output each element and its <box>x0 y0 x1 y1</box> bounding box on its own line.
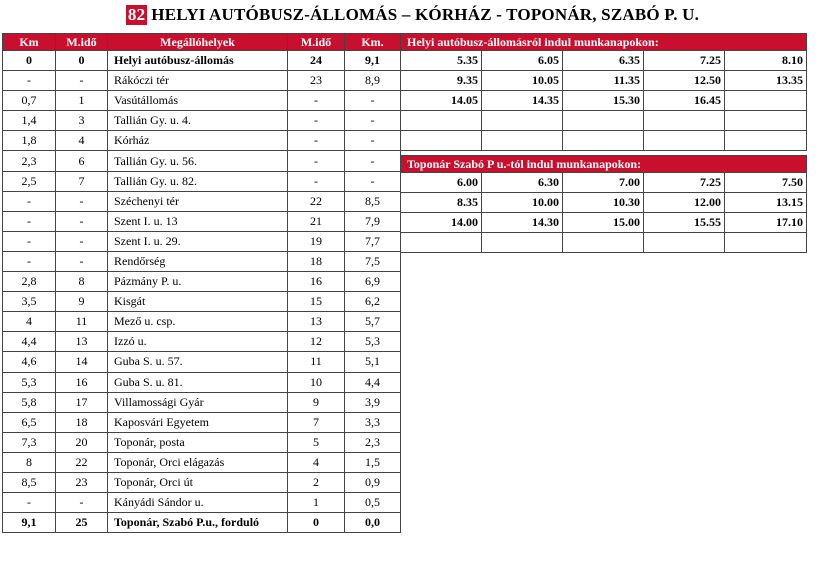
departure-time: 12.00 <box>644 193 725 213</box>
departure-time: 5.35 <box>401 51 482 71</box>
km-cell: 4,4 <box>3 332 56 352</box>
km-cell: 3,5 <box>3 292 56 312</box>
stop-name: Izzó u. <box>108 332 288 352</box>
time-cell: 11 <box>56 312 108 332</box>
km-cell: 5,8 <box>3 392 56 412</box>
stop-row <box>3 372 401 392</box>
stop-row <box>3 513 401 533</box>
km-back-cell: 6,2 <box>345 292 401 312</box>
time-back-cell: 4 <box>288 452 345 472</box>
time-back-cell: - <box>288 111 345 131</box>
departure-row <box>401 51 807 71</box>
departure-time: 16.45 <box>644 91 725 111</box>
km-cell: 2,3 <box>3 151 56 171</box>
km-back-cell: 8,5 <box>345 191 401 211</box>
departure-time: 9.35 <box>401 71 482 91</box>
km-cell: - <box>3 191 56 211</box>
km-back-cell: 3,3 <box>345 412 401 432</box>
km-back-cell: 3,9 <box>345 392 401 412</box>
stop-name: Kórház <box>108 131 288 151</box>
departure-time <box>563 233 644 253</box>
time-back-cell: 15 <box>288 292 345 312</box>
departure-time: 11.35 <box>563 71 644 91</box>
stop-row <box>3 171 401 191</box>
departure-time: 13.35 <box>725 71 807 91</box>
time-back-cell: 13 <box>288 312 345 332</box>
stop-name: Szent I. u. 13 <box>108 211 288 231</box>
departure-time: 7.50 <box>725 173 807 193</box>
time-cell: 23 <box>56 472 108 492</box>
stop-name: Tallián Gy. u. 56. <box>108 151 288 171</box>
departure-time <box>644 111 725 131</box>
departure-time: 10.00 <box>482 193 563 213</box>
col-travel-time-back: M.idő <box>288 34 345 51</box>
col-km-back: Km. <box>345 34 401 51</box>
departure-time: 8.35 <box>401 193 482 213</box>
stop-name: Kaposvári Egyetem <box>108 412 288 432</box>
time-back-cell: 0 <box>288 513 345 533</box>
time-back-cell: - <box>288 151 345 171</box>
departure-time <box>401 131 482 151</box>
km-cell: 0,7 <box>3 91 56 111</box>
stop-row <box>3 412 401 432</box>
time-back-cell: - <box>288 91 345 111</box>
time-cell: - <box>56 493 108 513</box>
km-cell: 4,6 <box>3 352 56 372</box>
stop-name: Rendőrség <box>108 251 288 271</box>
departure-row <box>401 131 807 151</box>
stops-header-row <box>3 34 401 51</box>
km-cell: - <box>3 251 56 271</box>
stop-row <box>3 211 401 231</box>
departure-row <box>401 111 807 131</box>
stop-row <box>3 191 401 211</box>
time-cell: 17 <box>56 392 108 412</box>
departure-time: 15.55 <box>644 213 725 233</box>
departure-time: 7.00 <box>563 173 644 193</box>
stop-row <box>3 392 401 412</box>
time-cell: 0 <box>56 51 108 71</box>
stop-name: Kányádi Sándor u. <box>108 493 288 513</box>
km-cell: - <box>3 493 56 513</box>
stop-row <box>3 151 401 171</box>
route-name: HELYI AUTÓBUSZ-ÁLLOMÁS – KÓRHÁZ - TOPONÁR, SZABÓ P. U. <box>151 5 700 24</box>
departure-row <box>401 193 807 213</box>
stop-name: Villamossági Gyár <box>108 392 288 412</box>
km-back-cell: 5,1 <box>345 352 401 372</box>
km-back-cell: 0,5 <box>345 493 401 513</box>
km-cell: 7,3 <box>3 432 56 452</box>
timetable-title <box>0 4 825 26</box>
stop-name: Helyi autóbusz-állomás <box>108 51 288 71</box>
km-back-cell: 0,0 <box>345 513 401 533</box>
km-cell: 2,8 <box>3 272 56 292</box>
departure-time <box>401 111 482 131</box>
km-cell: 0 <box>3 51 56 71</box>
time-cell: - <box>56 211 108 231</box>
departure-time <box>644 233 725 253</box>
stop-row <box>3 332 401 352</box>
stop-row <box>3 312 401 332</box>
km-cell: 2,5 <box>3 171 56 191</box>
departure-time <box>563 111 644 131</box>
km-back-cell: 8,9 <box>345 71 401 91</box>
km-cell: - <box>3 211 56 231</box>
departure-time: 10.30 <box>563 193 644 213</box>
stops-table <box>2 33 401 533</box>
departures-from-station-table <box>400 33 807 151</box>
time-cell: 14 <box>56 352 108 372</box>
time-back-cell: 22 <box>288 191 345 211</box>
time-cell: 9 <box>56 292 108 312</box>
time-cell: 6 <box>56 151 108 171</box>
time-cell: 8 <box>56 272 108 292</box>
stop-name: Pázmány P. u. <box>108 272 288 292</box>
stop-name: Tallián Gy. u. 82. <box>108 171 288 191</box>
km-back-cell: 7,9 <box>345 211 401 231</box>
departure-time: 7.25 <box>644 51 725 71</box>
departure-time: 6.35 <box>563 51 644 71</box>
km-back-cell: - <box>345 151 401 171</box>
time-back-cell: 12 <box>288 332 345 352</box>
time-back-cell: 11 <box>288 352 345 372</box>
time-back-cell: 7 <box>288 412 345 432</box>
km-cell: - <box>3 71 56 91</box>
departure-time: 6.00 <box>401 173 482 193</box>
departure-time <box>725 233 807 253</box>
time-back-cell: 18 <box>288 251 345 271</box>
time-back-cell: 24 <box>288 51 345 71</box>
departure-row <box>401 173 807 193</box>
time-cell: - <box>56 231 108 251</box>
time-back-cell: 10 <box>288 372 345 392</box>
time-cell: 18 <box>56 412 108 432</box>
departure-time: 14.30 <box>482 213 563 233</box>
departure-time <box>563 131 644 151</box>
stop-row <box>3 472 401 492</box>
km-cell: 5,3 <box>3 372 56 392</box>
stop-name: Kisgát <box>108 292 288 312</box>
time-back-cell: 16 <box>288 272 345 292</box>
time-cell: 22 <box>56 452 108 472</box>
departure-time: 15.30 <box>563 91 644 111</box>
stop-row <box>3 292 401 312</box>
route-number-badge: 82 <box>127 5 146 24</box>
time-cell: 7 <box>56 171 108 191</box>
stop-row <box>3 251 401 271</box>
stop-name: Vasútállomás <box>108 91 288 111</box>
departure-time <box>725 91 807 111</box>
time-back-cell: 19 <box>288 231 345 251</box>
km-cell: 8,5 <box>3 472 56 492</box>
time-cell: 3 <box>56 111 108 131</box>
departure-time: 14.35 <box>482 91 563 111</box>
km-cell: 1,4 <box>3 111 56 131</box>
stop-name: Széchenyi tér <box>108 191 288 211</box>
stop-name: Toponár, Orci elágazás <box>108 452 288 472</box>
departure-time: 8.10 <box>725 51 807 71</box>
stop-row <box>3 91 401 111</box>
departure-time <box>725 131 807 151</box>
departures-from-toponar-heading: Toponár Szabó P u.-tól indul munkanapokon: <box>401 156 807 173</box>
departure-time <box>482 233 563 253</box>
time-cell: - <box>56 71 108 91</box>
departure-row <box>401 91 807 111</box>
time-cell: 20 <box>56 432 108 452</box>
time-back-cell: - <box>288 131 345 151</box>
departure-row <box>401 213 807 233</box>
km-back-cell: 7,5 <box>345 251 401 271</box>
stop-row <box>3 51 401 71</box>
km-back-cell: - <box>345 111 401 131</box>
stop-row <box>3 131 401 151</box>
time-back-cell: 21 <box>288 211 345 231</box>
km-back-cell: 2,3 <box>345 432 401 452</box>
time-cell: 25 <box>56 513 108 533</box>
col-stops: Megállóhelyek <box>108 34 288 51</box>
time-cell: 13 <box>56 332 108 352</box>
departure-time: 6.05 <box>482 51 563 71</box>
stop-row <box>3 493 401 513</box>
km-back-cell: 0,9 <box>345 472 401 492</box>
col-km: Km <box>3 34 56 51</box>
km-cell: 4 <box>3 312 56 332</box>
km-back-cell: - <box>345 171 401 191</box>
stop-row <box>3 71 401 91</box>
stop-name: Guba S. u. 81. <box>108 372 288 392</box>
km-back-cell: 9,1 <box>345 51 401 71</box>
km-back-cell: 5,3 <box>345 332 401 352</box>
departure-time: 6.30 <box>482 173 563 193</box>
departure-time <box>644 131 725 151</box>
departure-time: 15.00 <box>563 213 644 233</box>
departure-time <box>725 111 807 131</box>
time-cell: - <box>56 191 108 211</box>
stop-name: Toponár, Szabó P.u., forduló <box>108 513 288 533</box>
departure-time <box>401 233 482 253</box>
stop-name: Guba S. u. 57. <box>108 352 288 372</box>
stop-row <box>3 432 401 452</box>
km-cell: 6,5 <box>3 412 56 432</box>
stop-name: Mező u. csp. <box>108 312 288 332</box>
km-back-cell: 4,4 <box>345 372 401 392</box>
stop-row <box>3 452 401 472</box>
km-back-cell: 6,9 <box>345 272 401 292</box>
stop-row <box>3 272 401 292</box>
departures-from-toponar-table <box>400 155 807 253</box>
stop-name: Toponár, Orci út <box>108 472 288 492</box>
stop-name: Toponár, posta <box>108 432 288 452</box>
time-cell: 16 <box>56 372 108 392</box>
departure-row <box>401 233 807 253</box>
time-back-cell: 5 <box>288 432 345 452</box>
departure-time: 17.10 <box>725 213 807 233</box>
km-back-cell: 7,7 <box>345 231 401 251</box>
km-cell: - <box>3 231 56 251</box>
stop-name: Szent I. u. 29. <box>108 231 288 251</box>
stop-row <box>3 111 401 131</box>
stop-row <box>3 352 401 372</box>
stop-name: Rákóczi tér <box>108 71 288 91</box>
departure-time: 10.05 <box>482 71 563 91</box>
departure-time <box>482 111 563 131</box>
departure-time <box>482 131 563 151</box>
stop-row <box>3 231 401 251</box>
departure-time: 14.05 <box>401 91 482 111</box>
departure-time: 14.00 <box>401 213 482 233</box>
km-cell: 8 <box>3 452 56 472</box>
time-back-cell: 9 <box>288 392 345 412</box>
km-back-cell: 5,7 <box>345 312 401 332</box>
km-back-cell: - <box>345 131 401 151</box>
time-back-cell: - <box>288 171 345 191</box>
departure-time: 13.15 <box>725 193 807 213</box>
departure-row <box>401 71 807 91</box>
km-back-cell: - <box>345 91 401 111</box>
time-back-cell: 2 <box>288 472 345 492</box>
time-cell: - <box>56 251 108 271</box>
km-cell: 9,1 <box>3 513 56 533</box>
time-back-cell: 1 <box>288 493 345 513</box>
col-travel-time: M.idő <box>56 34 108 51</box>
departure-time: 12.50 <box>644 71 725 91</box>
km-back-cell: 1,5 <box>345 452 401 472</box>
km-cell: 1,8 <box>3 131 56 151</box>
departures-from-station-heading: Helyi autóbusz-állomásról indul munkanapokon: <box>401 34 807 51</box>
stop-name: Tallián Gy. u. 4. <box>108 111 288 131</box>
time-cell: 1 <box>56 91 108 111</box>
departure-time: 7.25 <box>644 173 725 193</box>
time-cell: 4 <box>56 131 108 151</box>
time-back-cell: 23 <box>288 71 345 91</box>
